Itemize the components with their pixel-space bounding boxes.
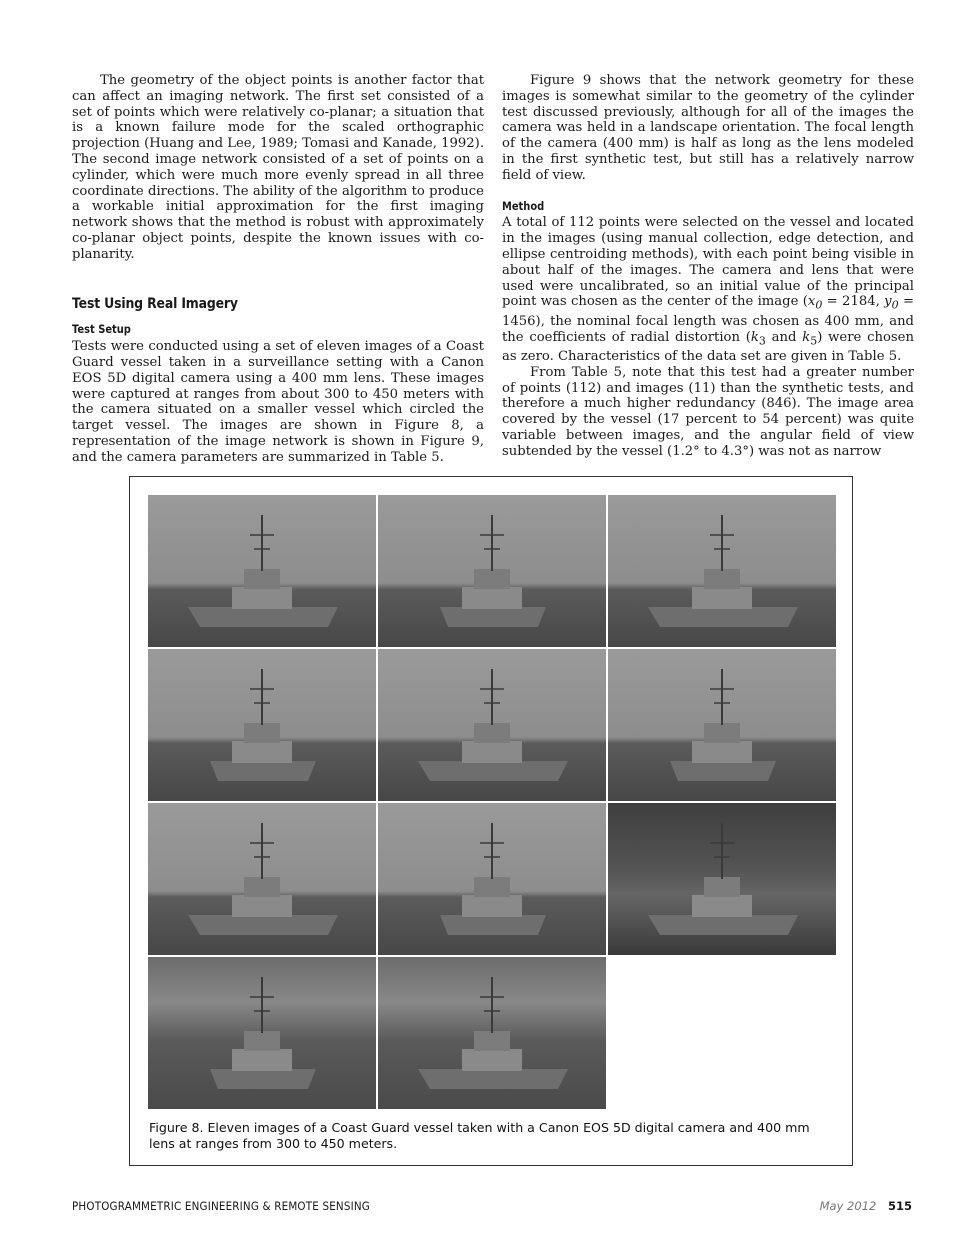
vessel-photo xyxy=(378,649,606,801)
figure-caption: Figure 8. Eleven images of a Coast Guard vessel taken with a Canon EOS 5D digital camera and 400 mm lens at ranges from 300 to 450 meters. xyxy=(149,1120,810,1151)
and-text: and xyxy=(765,329,803,345)
page-number: 515 xyxy=(887,1199,912,1213)
vessel-photo xyxy=(608,803,836,955)
var-k3: k xyxy=(750,329,759,345)
var-k3-sub: 3 xyxy=(758,334,766,348)
left-paragraph-1: The geometry of the object points is another factor that can affect an imaging network. The first set consisted of a set of points which were relatively co-planar; a situation that is a known failure mode for the scaled orthographic projection (Huang and Lee, 1989; Tomasi and Kanade, 1992). The second image network consisted of a set of points on a cylinder, which were much more evenly spread in all three coordinate directions. The ability of the algorithm to produce a workable initial approximation for the first imaging network shows that the method is robust with approximately co-planar object points, despite the known issues with co-planarity. xyxy=(72,73,485,262)
vessel-photo xyxy=(148,495,376,647)
var-y-sub: 0 xyxy=(891,299,899,312)
var-k5: k xyxy=(802,329,811,345)
x0-value: = 2184, xyxy=(822,294,885,310)
var-y: y xyxy=(884,294,892,310)
vessel-photo xyxy=(148,803,376,955)
vessel-photo xyxy=(148,957,376,1109)
right-paragraph-3: From Table 5, note that this test had a greater number of points (112) and images (11) than the synthetic tests, and therefore a much higher redundancy (846). The image area covered by the vessel (17 percent to 54 percent) was quite variable between images, and the angular field of view subtended by the vessel (1.2° to 4.3°) was not as narrow xyxy=(502,364,914,459)
vessel-photo xyxy=(608,649,836,801)
left-paragraph-2: Tests were conducted using a set of eleven images of a Coast Guard vessel taken in a surveillance setting with a Canon EOS 5D digital camera using a 400 mm lens. These images were captured at ranges from about 300 to 450 meters with the camera situated on a smaller vessel which circled the target vessel. The images are shown in Figure 8, a representation of the image network is shown in Figure 9, and the camera parameters are summarized in Table 5. xyxy=(72,339,484,465)
subsection-heading-test-setup: Test Setup xyxy=(72,322,131,337)
right-paragraph-1: Figure 9 shows that the network geometry for these images is somewhat similar to the geometry of the cylinder test discussed previously, although for all of the images the camera was held in a landscape orientation. The focal length of the camera (400 mm) is half as long as the lens modeled in the first synthetic test, but still has a relatively narrow field of view. xyxy=(502,73,914,183)
footer-right xyxy=(820,1199,912,1213)
footer-journal: PHOTOGRAMMETRIC ENGINEERING & REMOTE SENSING xyxy=(72,1199,370,1213)
vessel-photo xyxy=(378,957,606,1109)
footer-date: May 2012 xyxy=(819,1199,877,1213)
section-heading: Test Using Real Imagery xyxy=(72,295,238,312)
var-x-sub: 0 xyxy=(815,299,823,312)
figure-8 xyxy=(129,476,853,1166)
vessel-photo xyxy=(608,495,836,647)
subsection-heading-method: Method xyxy=(502,198,545,213)
left-column xyxy=(72,73,484,466)
var-k5-sub: 5 xyxy=(810,334,818,348)
vessel-photo xyxy=(378,803,606,955)
method-text-b: ) were chosen as zero. Characteristics of the data set are given in Table 5. xyxy=(502,329,914,365)
right-column xyxy=(502,73,914,460)
vessel-photo xyxy=(378,495,606,647)
var-x: x xyxy=(807,294,816,310)
y0-value: = 1456), the nominal focal length was chosen as 400 mm, and the coefficients of radial distortion ( xyxy=(502,294,914,345)
vessel-photo xyxy=(148,649,376,801)
method-text-a: A total of 112 points were selected on the vessel and located in the images (using manual collection, edge detection, and ellipse centroiding methods), with each point being visible in about half of the images. The camera and lens that were used were uncalibrated, so an initial value of the principal point was chosen as the center of the image ( xyxy=(502,215,914,310)
right-paragraph-2 xyxy=(502,215,914,364)
